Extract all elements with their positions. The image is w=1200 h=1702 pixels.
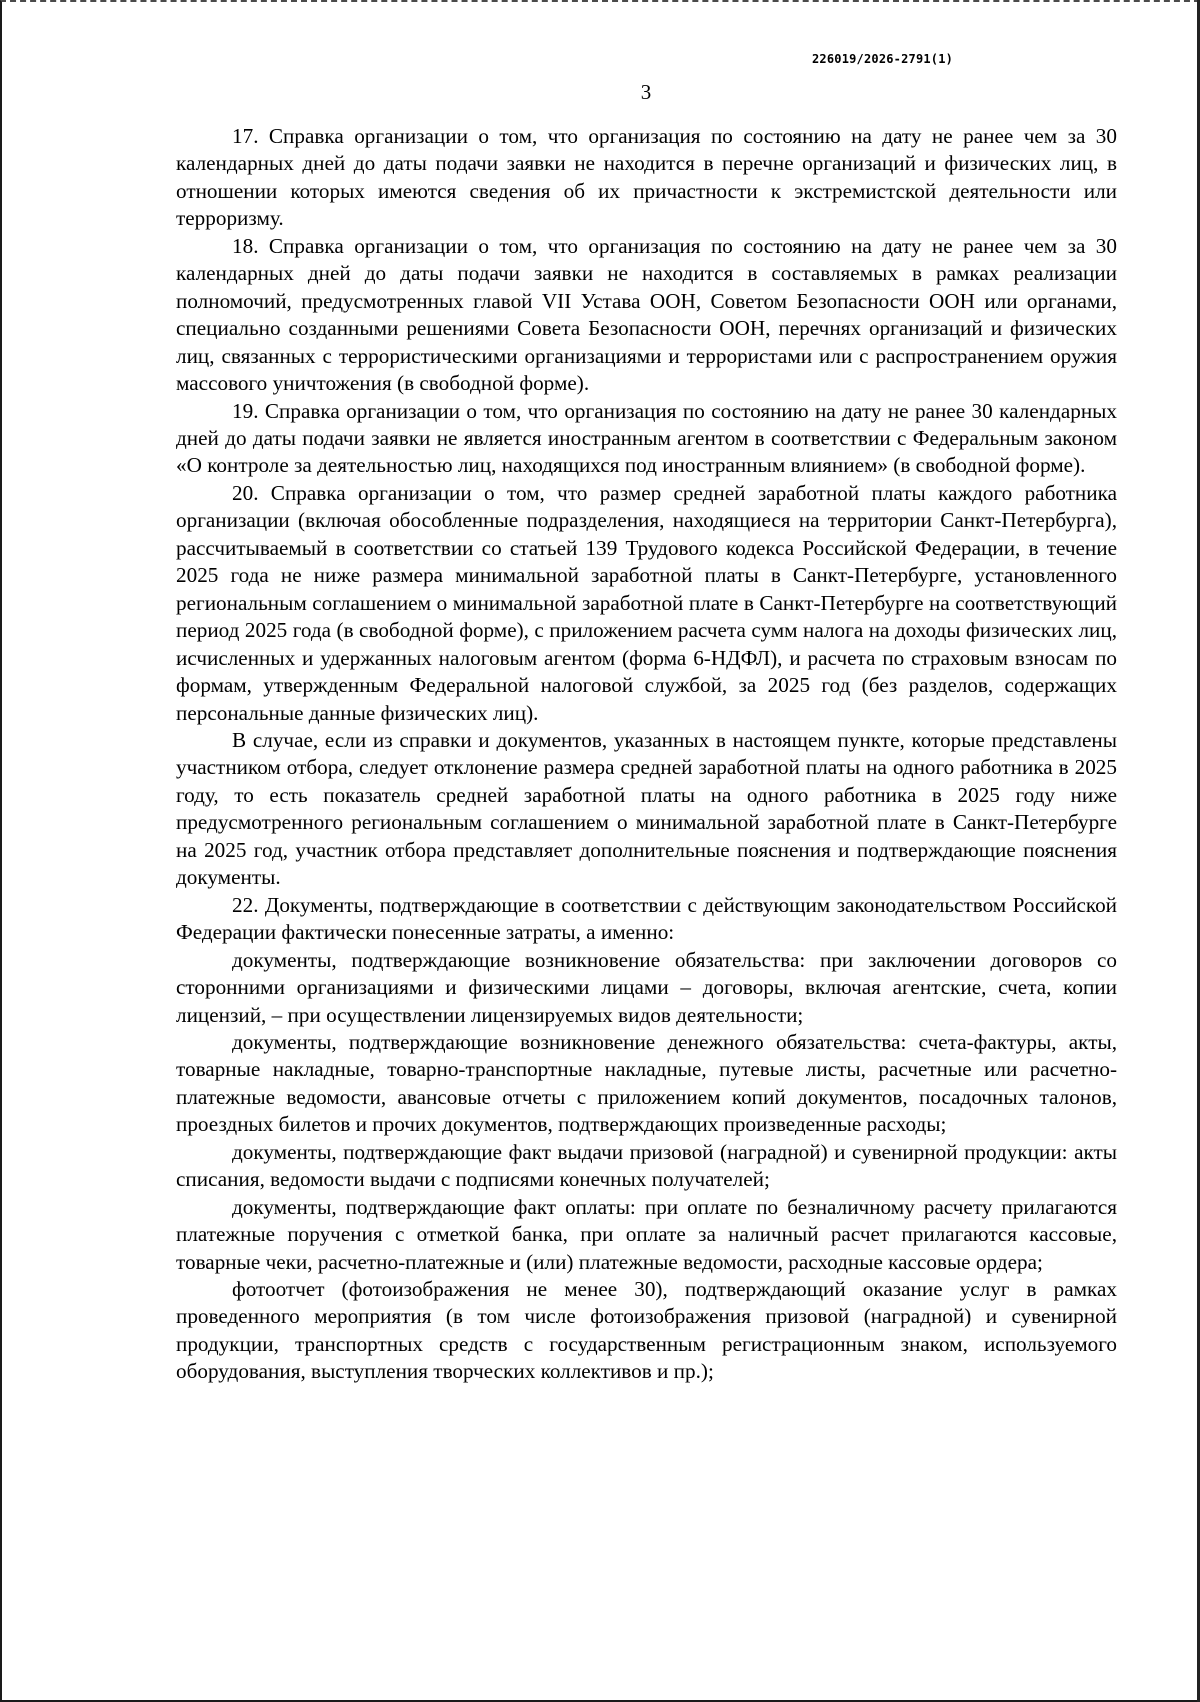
paragraph-18: 18. Справка организации о том, что организация по состоянию на дату не ранее чем за 30 календарных дней до даты подачи заявки не находится в составляемых в рамках реализации полномочий, предусмотренных главой VII Устава ООН, Советом Безопасности ООН или органами, специально созданными решениями Совета Безопасности ООН, перечнях организаций и физических лиц, связанных с террористическими организациями и террористами или с распространением оружия массового уничтожения (в свободной форме). [176,233,1117,396]
paragraph-17: 17. Справка организации о том, что организация по состоянию на дату не ранее чем за 30 календарных дней до даты подачи заявки не находится в перечне организаций и физических лиц, в отношении которых имеются сведения об их причастности к экстремистской деятельности или терроризму. [176,124,1117,231]
paragraph-22-photo-report: фотоотчет (фотоизображения не менее 30), подтверждающий оказание услуг в рамках проведенного мероприятия (в том числе фотоизображения призовой (наградной) и сувенирной продукции, транспортных средств с государственным регистрационным знаком, используемого оборудования, выступления творческих коллективов и пр.); [176,1277,1117,1384]
paragraph-22-prize-issuance-docs: документы, подтверждающие факт выдачи призовой (наградной) и сувенирной продукции: акты списания, ведомости выдачи с подписями конечных получателей; [176,1139,1117,1192]
paragraph-22-monetary-obligation-docs: документы, подтверждающие возникновение денежного обязательства: счета-фактуры, акты, товарные накладные, товарно-транспортные накладные, путевые листы, расчетные или расчетно-платежные ведомости, авансовые отчеты с приложением копий документов, посадочных талонов, проездных билетов и прочих документов, подтверждающих произведенные расходы; [176,1029,1117,1137]
paragraph-22-obligation-docs: документы, подтверждающие возникновение обязательства: при заключении договоров со сторонними организациями и физическими лицами – договоры, включая агентские, счета, копии лицензий, – при осуществлении лицензируемых видов деятельности; [176,947,1117,1027]
paragraph-22-payment-docs: документы, подтверждающие факт оплаты: при оплате по безналичному расчету прилагаются платежные поручения с отметкой банка, при оплате за наличный расчет прилагаются кассовые, товарные чеки, расчетно-платежные и (или) платежные ведомости, расходные кассовые ордера; [176,1194,1117,1274]
paragraph-20: 20. Справка организации о том, что размер средней заработной платы каждого работника организации (включая обособленные подразделения, находящиеся на территории Санкт-Петербурга), рассчитываемый в соответствии со статьей 139 Трудового кодекса Российской Федерации, в течение 2025 года не ниже размера минимальной заработной платы в Санкт-Петербурге, установленного региональным соглашением о минимальной заработной плате в Санкт-Петербурге на соответствующий период 2025 года (в свободной форме), с приложением расчета сумм налога на доходы физических лиц, исчисленных и удержанных налоговым агентом (форма 6-НДФЛ), и расчета по страховым взносам по формам, утвержденным Федеральной налоговой службой, за 2025 год (без разделов, содержащих персональные данные физических лиц). [176,480,1117,725]
paragraph-20-deviation: В случае, если из справки и документов, указанных в настоящем пункте, которые представлены участником отбора, следует отклонение размера средней заработной платы на одного работника в 2025 году, то есть показатель средней заработной платы на одного работника в 2025 году ниже предусмотренного региональным соглашением о минимальной заработной плате в Санкт-Петербурге на 2025 год, участник отбора представляет дополнительные пояснения и подтверждающие пояснения документы. [176,727,1117,890]
paragraph-19: 19. Справка организации о том, что организация по состоянию на дату не ранее 30 календарных дней до даты подачи заявки не является иностранным агентом в соответствии с Федеральным законом «О контроле за деятельностью лиц, находящихся под иностранным влиянием» (в свободной форме). [176,398,1117,478]
page-number: 3 [640,80,652,104]
paragraph-22: 22. Документы, подтверждающие в соответствии с действующим законодательством Российской Федерации фактически понесенные затраты, а именно: [176,892,1117,945]
document-number: 226019/2026-2791(1) [812,52,954,66]
document-body [176,123,1117,1386]
